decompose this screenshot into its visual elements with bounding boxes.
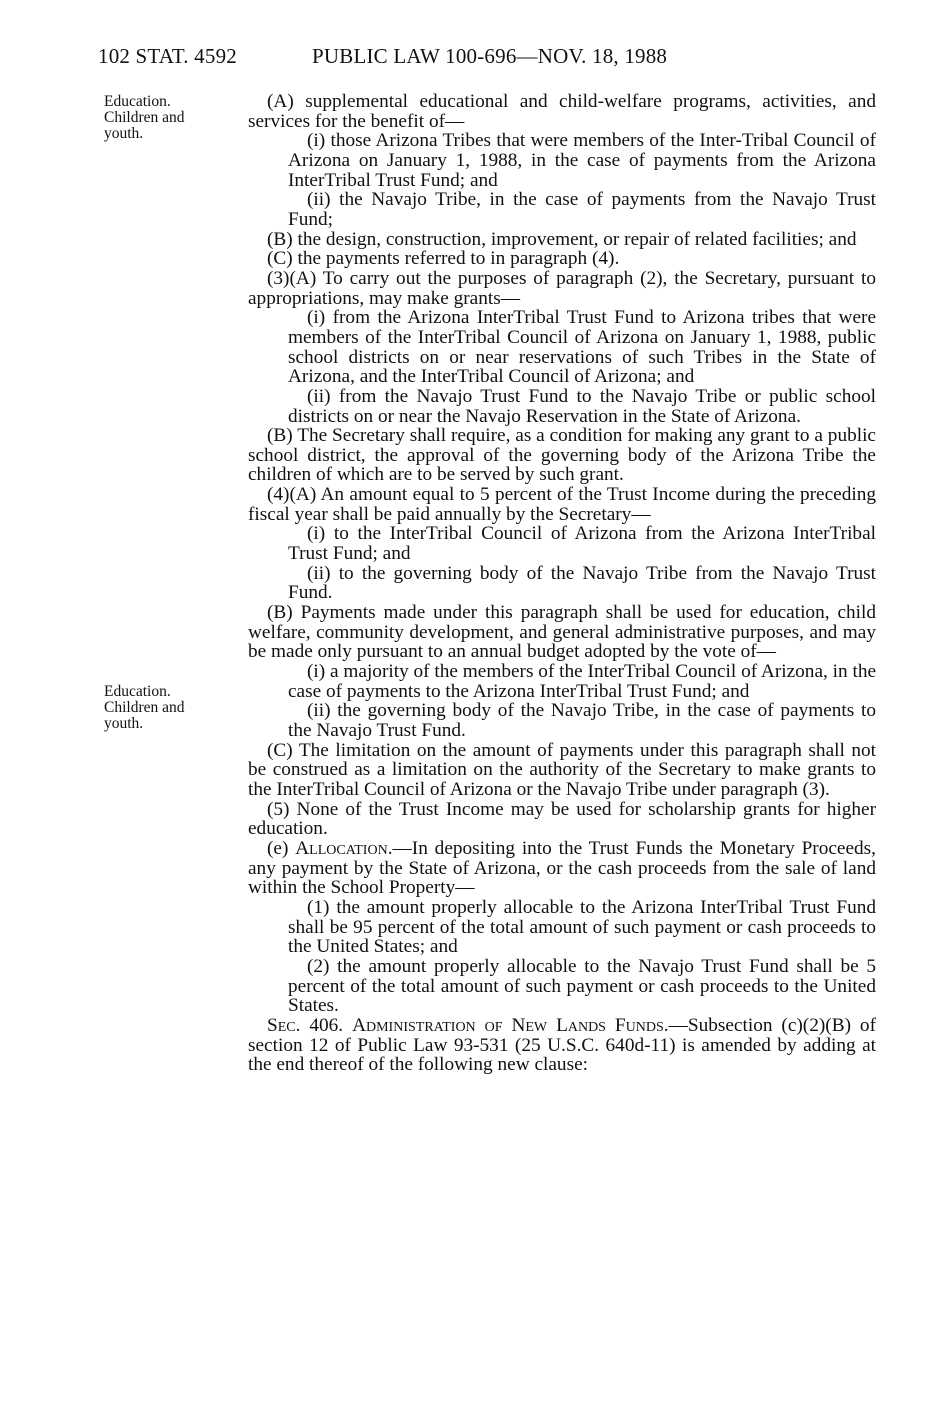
paragraph: (ii) the governing body of the Navajo Tribe, in the case of payments to the Navajo Trust Fund.: [288, 700, 876, 741]
margin-note: [104, 94, 234, 142]
section-heading: Administration of New Lands Funds: [352, 1014, 664, 1036]
section-label: Sec: [267, 1014, 296, 1036]
paragraph: (C) the payments referred to in paragraph (4).: [267, 248, 620, 270]
paragraph: (C) The limitation on the amount of payments under this paragraph shall not be construed as a limitation on the authority of the Secretary to make grants to the InterTribal Council of Arizona or the Navajo Tribe under paragraph (3).: [248, 739, 876, 800]
paragraph: (3)(A) To carry out the purposes of paragraph (2), the Secretary, pursuant to appropriations, may make grants—: [248, 267, 876, 309]
paragraph: (5) None of the Trust Income may be used for scholarship grants for higher education.: [248, 798, 876, 840]
margin-note-line: youth.: [104, 125, 144, 142]
paragraph: (A) supplemental educational and child-welfare programs, activities, and services for the benefit of—: [248, 91, 876, 132]
margin-note-line: Children and: [104, 699, 185, 716]
paragraph: (i) a majority of the members of the InterTribal Council of Arizona, in the case of payments to the Arizona InterTribal Trust Fund; and: [288, 661, 877, 702]
paragraph: (ii) the Navajo Tribe, in the case of payments from the Navajo Trust Fund;: [288, 189, 876, 230]
paragraph: (i) those Arizona Tribes that were members of the Inter-Tribal Council of Arizona on January 1, 1988, in the case of payments from the Arizona InterTribal Trust Fund; and: [288, 130, 876, 191]
subsection-label: (e): [267, 837, 296, 859]
section-406-paragraph: [248, 1016, 876, 1075]
margin-note-line: Education.: [104, 93, 171, 110]
paragraph: (1) the amount properly allocable to the Arizona InterTribal Trust Fund shall be 95 percent of the total amount of such payment or cash proceeds to the United States; and: [288, 896, 876, 958]
section-text: .—Subsection (c)(2)(B) of section 12 of Public Law 93-531 (25 U.S.C. 640d-11) is amended by adding at the end thereof of the following new clause:: [248, 1014, 876, 1076]
paragraph: (ii) to the governing body of the Navajo Tribe from the Navajo Trust Fund.: [288, 562, 876, 604]
paragraph: (4)(A) An amount equal to 5 percent of the Trust Income during the preceding fiscal year shall be paid annually by the Secretary—: [248, 484, 876, 525]
margin-note-line: youth.: [104, 715, 144, 732]
margin-note-line: Education.: [104, 683, 171, 700]
paragraph: (B) The Secretary shall require, as a condition for making any grant to a public school district, the approval of the governing body of the Arizona Tribe the children of which are to be served by such grant.: [248, 425, 876, 486]
paragraph: (B) the design, construction, improvement, or repair of related facilities; and: [267, 228, 857, 250]
paragraph: (B) Payments made under this paragraph shall be used for education, child welfare, community development, and general administrative purposes, and may be made only pursuant to an annual budget adopted by the vote of—: [248, 602, 876, 663]
subsection-text: .—In depositing into the Trust Funds the Monetary Proceeds, any payment by the State of Arizona, or the cash proceeds from the sale of land within the School Property—: [248, 837, 876, 899]
margin-note: [104, 684, 234, 732]
paragraph: (ii) from the Navajo Trust Fund to the Navajo Tribe or public school districts on or near the Navajo Reservation in the State of Arizona.: [288, 385, 876, 427]
section-number: . 406.: [295, 1014, 353, 1036]
page-header: [98, 44, 798, 74]
public-law-title: PUBLIC LAW 100-696—NOV. 18, 1988: [312, 44, 668, 68]
paragraph: (i) to the InterTribal Council of Arizona from the Arizona InterTribal Trust Fund; and: [288, 523, 876, 565]
allocation-paragraph: [248, 839, 876, 898]
margin-note-line: Children and: [104, 109, 185, 126]
paragraph: (2) the amount properly allocable to the Navajo Trust Fund shall be 5 percent of the total amount of such payment or cash proceeds to the United States.: [288, 955, 876, 1017]
law-body-text: [248, 92, 876, 1075]
statute-citation: 102 STAT. 4592: [98, 44, 237, 68]
subsection-heading: Allocation: [295, 837, 388, 859]
paragraph: (i) from the Arizona InterTribal Trust Fund to Arizona tribes that were members of the InterTribal Council of Arizona on January 1, 1988, public school districts on or near reservations of such Tribes in the State of Arizona, and the InterTribal Council of Arizona; and: [288, 307, 876, 388]
